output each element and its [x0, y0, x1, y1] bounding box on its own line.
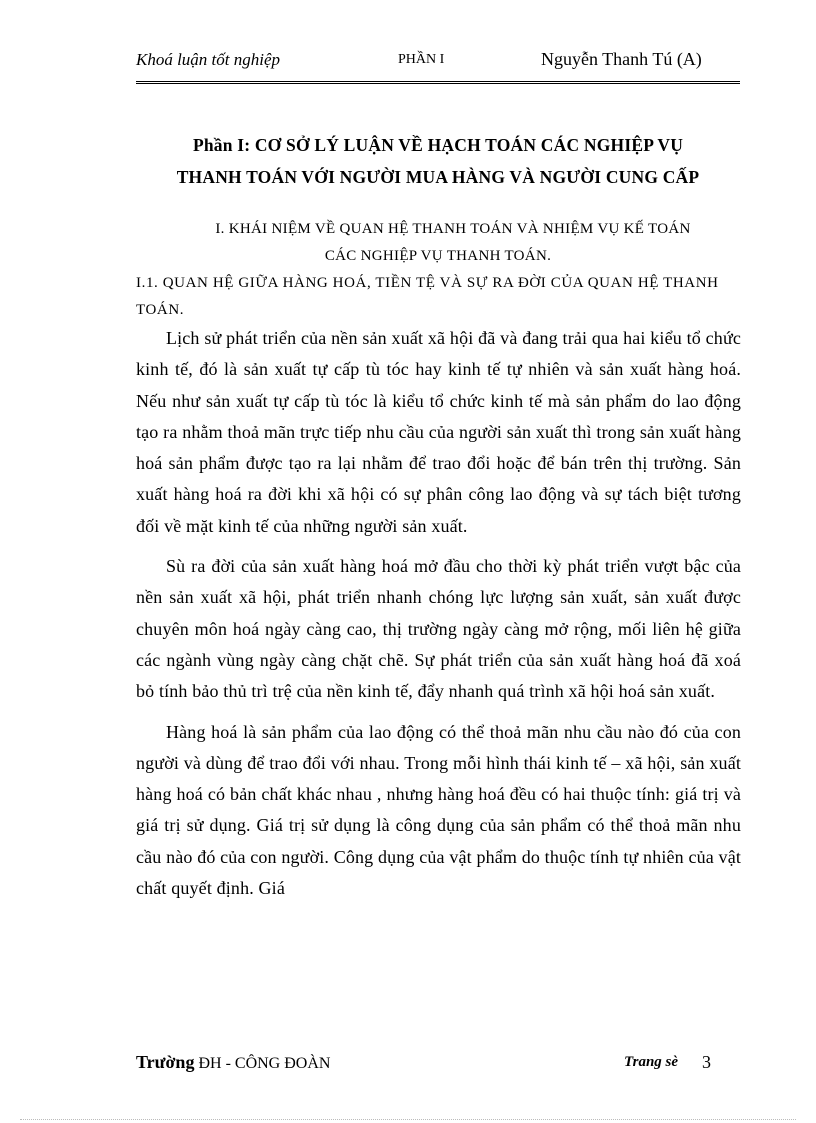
header-middle: PHẦN I: [398, 52, 445, 67]
footer-page-label: Trang sè: [624, 1054, 679, 1070]
footer-school: [136, 1052, 330, 1073]
chapter-title: [136, 129, 740, 193]
body-text: [136, 323, 741, 913]
page-header: [136, 46, 740, 76]
footer-school-bold: Trường: [136, 1052, 195, 1072]
paragraph-3: Hàng hoá là sản phẩm của lao động có thể thoả mãn nhu cầu nào đó của con người và dùng để trao đổi với nhau. Trong mỗi hình thái kinh tế – xã hội, sản xuất hàng hoá có bản chất khác nhau , nhưng hàng hoá đều có hai thuộc tính: giá trị và giá trị sử dụng. Giá trị sử dụng là công dụng của sản phẩm có thể thoả mãn nhu cầu nào đó của con người. Công dụng của vật phẩm do thuộc tính tự nhiên của vật chất quyết định. Giá: [136, 721, 741, 899]
section-heading: [136, 216, 740, 270]
header-right: Nguyễn Thanh Tú (A): [541, 49, 702, 69]
footer-school-rest: ĐH - CÔNG ĐOÀN: [194, 1055, 331, 1072]
chapter-title-line-1: Phần I: CƠ SỞ LÝ LUẬN VỀ HẠCH TOÁN CÁC NGHIỆP VỤ: [192, 135, 684, 155]
footer-page-number: 3: [702, 1052, 711, 1072]
chapter-title-line-2: THANH TOÁN VỚI NGƯỜI MUA HÀNG VÀ NGƯỜI CUNG CẤP: [176, 167, 700, 187]
section-heading-line-2: CÁC NGHIỆP VỤ THANH TOÁN.: [324, 248, 552, 264]
subsection-heading: I.1. QUAN HỆ GIỮA HÀNG HOÁ, TIỀN TỆ VÀ SỰ RA ĐỜI CỦA QUAN HỆ THANH TOÁN.: [136, 275, 719, 318]
page-footer: [136, 1050, 740, 1080]
header-rule: [136, 81, 740, 84]
paragraph-1: Lịch sử phát triển của nền sản xuất xã hội đã và đang trải qua hai kiểu tổ chức kinh tế, đó là sản xuất tự cấp tù tóc hay kinh tế tự nhiên và sản xuất hàng hoá. Nếu như sản xuất tự cấp tù tóc là kiểu tổ chức kinh tế mà sản phẩm do lao động tạo ra nhằm thoả mãn trực tiếp nhu cầu của người sản xuất thì trong sản xuất hàng hoá sản phẩm được tạo ra lại nhằm để trao đổi hoặc để bán trên thị trường. Sản xuất hàng hoá ra đời khi xã hội có sự phân công lao động và sự tách biệt tương đối về mặt kinh tế của những người sản xuất.: [136, 328, 741, 536]
header-left: Khoá luận tốt nghiệp: [136, 50, 281, 69]
section-heading-line-1: I. KHÁI NIỆM VỀ QUAN HỆ THANH TOÁN VÀ NHIỆM VỤ KẾ TOÁN: [215, 221, 691, 237]
paragraph-2: Sù ra đời của sản xuất hàng hoá mở đầu cho thời kỳ phát triển vượt bậc của nền sản xuất xã hội, phát triển nhanh chóng lực lượng sản xuất, sản xuất được chuyên môn hoá ngày càng cao, thị trường ngày càng mở rộng, mối liên hệ giữa các ngành vùng ngày càng chặt chẽ. Sự phát triển của sản xuất hàng hoá đã xoá bỏ tính bảo thủ trì trệ của nền kinh tế, đẩy nhanh quá trình xã hội hoá sản xuất.: [136, 556, 741, 702]
page-bottom-border: [20, 1119, 796, 1120]
